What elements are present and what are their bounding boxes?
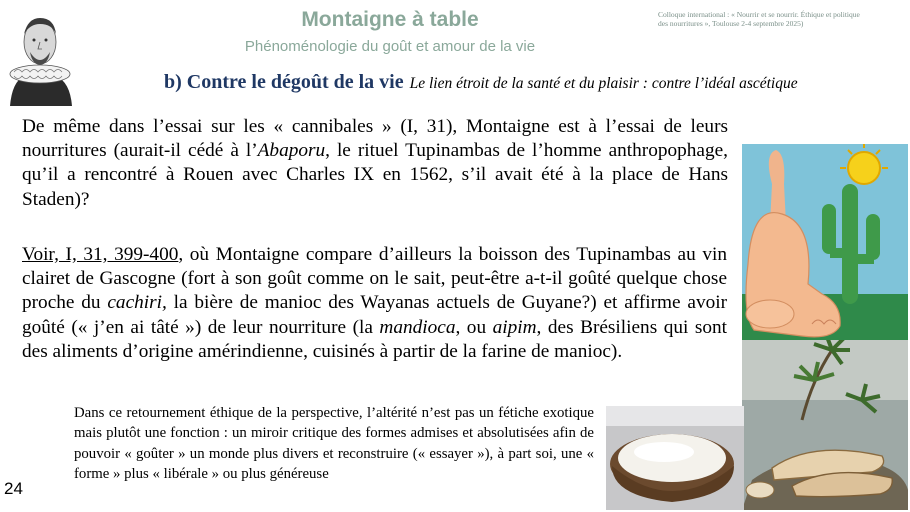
colloque-line-2: des nourritures », Toulouse 2-4 septembre 2025) [658,19,804,28]
paragraph-boisson [22,243,727,364]
abaporu-painting-image [742,144,908,340]
paragraph-cannibales [22,115,728,212]
slide-subtitle: Phénoménologie du goût et amour de la vie [244,38,536,55]
paragraph-2-text-b: la bière de manioc des Wayanas actuels de Guyane?) et affirme avoir goûté (« j’en ai tâté ») de leur nourriture (la [22,292,728,338]
paragraph-1-text-a: De même dans l’essai sur les « cannibales » (I, 31), Montaigne est à l’essai de leurs nourritures (aurait-il cédé à l’ [22,116,728,162]
page-number: 24 [4,479,23,498]
cachiri-bowl-image [606,406,744,510]
ethical-note: Dans ce retournement éthique de la perspective, l’altérité n’est pas un fétiche exotique mais plutôt une fonction : un miroir critique des formes admises et absolutisées afin de pouvoir « goûter » un monde plus divers et reconstruire (« essayer »), à part soi, une « forme » plus « libérale » ou plus généreuse [74,405,594,483]
aipim-term: aipim [492,316,537,338]
montaigne-portrait [2,2,78,106]
abaporu-term: Abaporu [257,140,326,162]
slide-title: Montaigne à table [301,8,479,31]
paragraph-1-text-b: , le rituel Tupinambas de l’homme anthropophage, qu’il a rencontré à Rouen avec Charles IX en 1562, s’il avait été à la place de Hans Staden)? [22,140,728,210]
cachiri-term: cachiri, [107,292,167,314]
colloque-reference [658,10,903,28]
essais-reference-link[interactable]: Voir, I, 31, 399-400 [22,244,179,265]
paragraph-2-text-d: , des Brésiliens qui sont des aliments d’origine amérindienne, cuisinés à partir de la farine de manioc). [22,316,727,362]
paragraph-2-text-a: , où Montaigne compare d’ailleurs la boisson des Tupinambas au vin clairet de Gascogne (fort à son goût comme on le sait, peut-être a-t-il goûté quelque chose proche du [22,244,727,314]
mandioca-term: mandioca [379,316,456,338]
manioc-painting-image [742,340,908,510]
section-heading-row [164,70,798,96]
paragraph-2-text-c: , ou [455,316,493,338]
colloque-line-1: Colloque international : « Nourrir et se nourrir. Éthique et politique [658,10,860,19]
section-subheading: Le lien étroit de la santé et du plaisir : contre l’idéal ascétique [409,75,798,92]
section-heading: b) Contre le dégoût de la vie [164,71,404,93]
